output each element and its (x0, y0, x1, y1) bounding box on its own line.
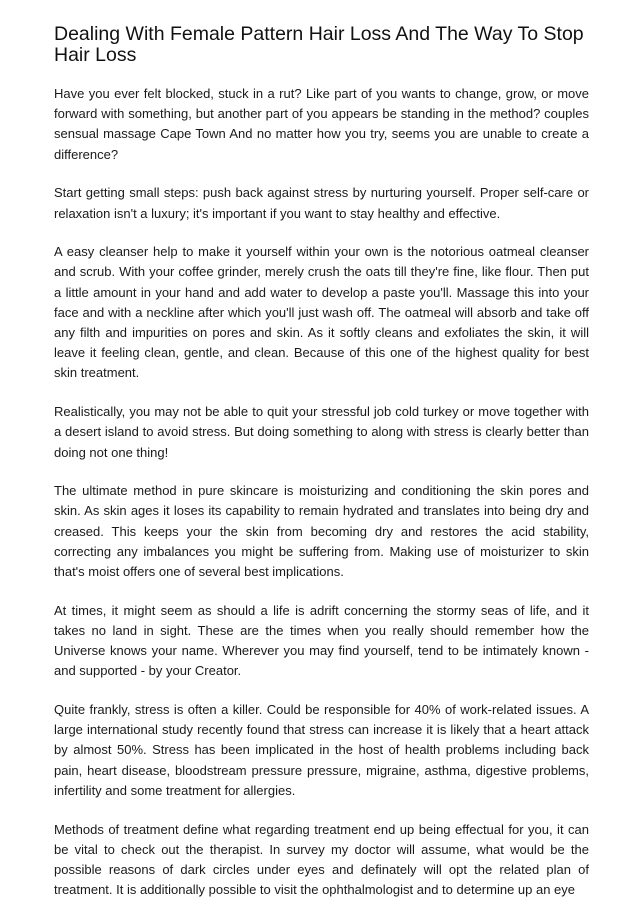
paragraph-5: The ultimate method in pure skincare is moisturizing and conditioning the skin pores and skin. As skin ages it loses its capability to remain hydrated and translates into being dry and creased. This keeps your the skin from becoming dry and restores the acid stability, correcting any imbalances you might be suffering from. Making use of moisturizer to skin that's moist offers one of several best implications. (54, 483, 589, 580)
page-title: Dealing With Female Pattern Hair Loss And The Way To Stop Hair Loss (54, 23, 584, 66)
paragraph-6: At times, it might seem as should a life is adrift concerning the stormy seas of life, and it takes no land in sight. These are the times when you really should remember how the Universe knows your name. Wherever you may find yourself, tend to be intimately known - and supported - by your Creator. (54, 602, 589, 679)
paragraph-2: Start getting small steps: push back against stress by nurturing yourself. Proper self-care or relaxation isn't a luxury; it's important if you want to stay healthy and effective. (54, 185, 589, 221)
document-page (54, 24, 589, 919)
paragraph-4: Realistically, you may not be able to quit your stressful job cold turkey or move together with a desert island to avoid stress. But doing something to along with stress is clearly better than doing not one thing! (54, 404, 589, 460)
paragraph-3: A easy cleanser help to make it yourself within your own is the notorious oatmeal cleanser and scrub. With your coffee grinder, merely crush the oats till they're fine, like flour. Then put a little amount in your hand and add water to develop a paste you'll. Massage this into your face and with a neckline after which you'll just wash off. The oatmeal will absorb and take off any filth and impurities on pores and skin. As it softly cleans and exfoliates the skin, it will leave it feeling clean, gentle, and clean. Because of this one of the highest quality for best skin treatment. (54, 244, 589, 381)
paragraph-8: Methods of treatment define what regarding treatment end up being effectual for you, it can be vital to check out the therapist. In survey my doctor will assume, what would be the possible reasons of dark circles under eyes and definately will opt the related plan of treatment. It is additionally possible to visit the ophthalmologist and to determine up an eye (54, 821, 589, 898)
paragraph-1: Have you ever felt blocked, stuck in a rut? Like part of you wants to change, grow, or move forward with something, but another part of you appears be standing in the method? couples sensual massage Cape Town And no matter how you try, seems you are unable to create a difference? (54, 86, 589, 162)
paragraph-7: Quite frankly, stress is often a killer. Could be responsible for 40% of work-related issues. A large international study recently found that stress can increase it is likely that a heart attack by almost 50%. Stress has been implicated in the host of health problems including back pain, heart disease, bloodstream pressure pressure, migraine, asthma, digestive problems, infertility and some treatment for allergies. (54, 702, 589, 798)
